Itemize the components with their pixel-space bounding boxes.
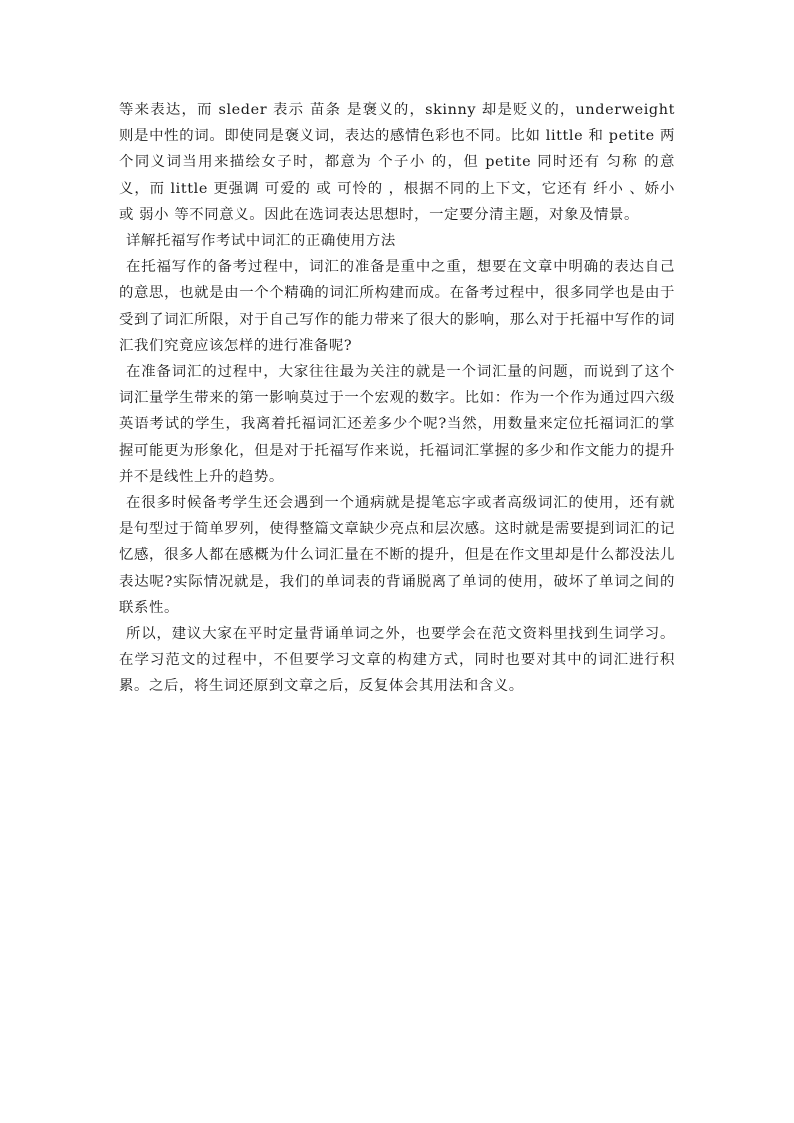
paragraph-vocabulary-size: 在准备词汇的过程中，大家往往最为关注的就是一个词汇量的问题，而说到了这个词汇量学生带来的第一影响莫过于一个宏观的数字。比如：作为一个作为通过四六级英语考试的学生，我离着托福词汇还差多少个呢?当然，用数量来定位托福词汇的掌握可能更为形象化，但是对于托福写作来说，托福词汇掌握的多少和作文能力的提升并不是线性上升的趋势。 (119, 364, 675, 485)
document-page (119, 97, 675, 700)
paragraph-synonyms: 等来表达，而 sleder 表示 苗条 是褒义的，skinny 却是贬义的，underweight 则是中性的词。即使同是褒义词，表达的感情色彩也不同。比如 little 和 petite 两个同义词当用来描绘女子时，都意为 个子小 的，但 petite 同时还有 匀称 的意义，而 little 更强调 可爱的 或 可怜的 ，根据不同的上下文，它还有 纤小 、娇小 或 弱小 等不同意义。因此在选词表达思想时，一定要分清主题，对象及情景。 (119, 102, 675, 223)
paragraph-common-problems: 在很多时候备考学生还会遇到一个通病就是提笔忘字或者高级词汇的使用，还有就是句型过于简单罗列，使得整篇文章缺少亮点和层次感。这时就是需要提到词汇的记忆感，很多人都在感概为什么词汇量在不断的提升，但是在作文里却是什么都没法儿表达呢?实际情况就是，我们的单词表的背诵脱离了单词的使用，破坏了单词之间的联系性。 (119, 495, 675, 616)
section-heading: 详解托福写作考试中词汇的正确使用方法 (126, 233, 396, 250)
paragraph-advice: 所以，建议大家在平时定量背诵单词之外，也要学会在范文资料里找到生词学习。在学习范文的过程中，不但要学习文章的构建方式，同时也要对其中的词汇进行积累。之后，将生词还原到文章之后，反复体会其用法和含义。 (119, 626, 675, 695)
paragraph-preparation: 在托福写作的备考过程中，词汇的准备是重中之重，想要在文章中明确的表达自己的意思，也就是由一个个精确的词汇所构建而成。在备考过程中，很多同学也是由于受到了词汇所限，对于自己写作的能力带来了很大的影响，那么对于托福中写作的词汇我们究竟应该怎样的进行准备呢? (119, 259, 675, 354)
